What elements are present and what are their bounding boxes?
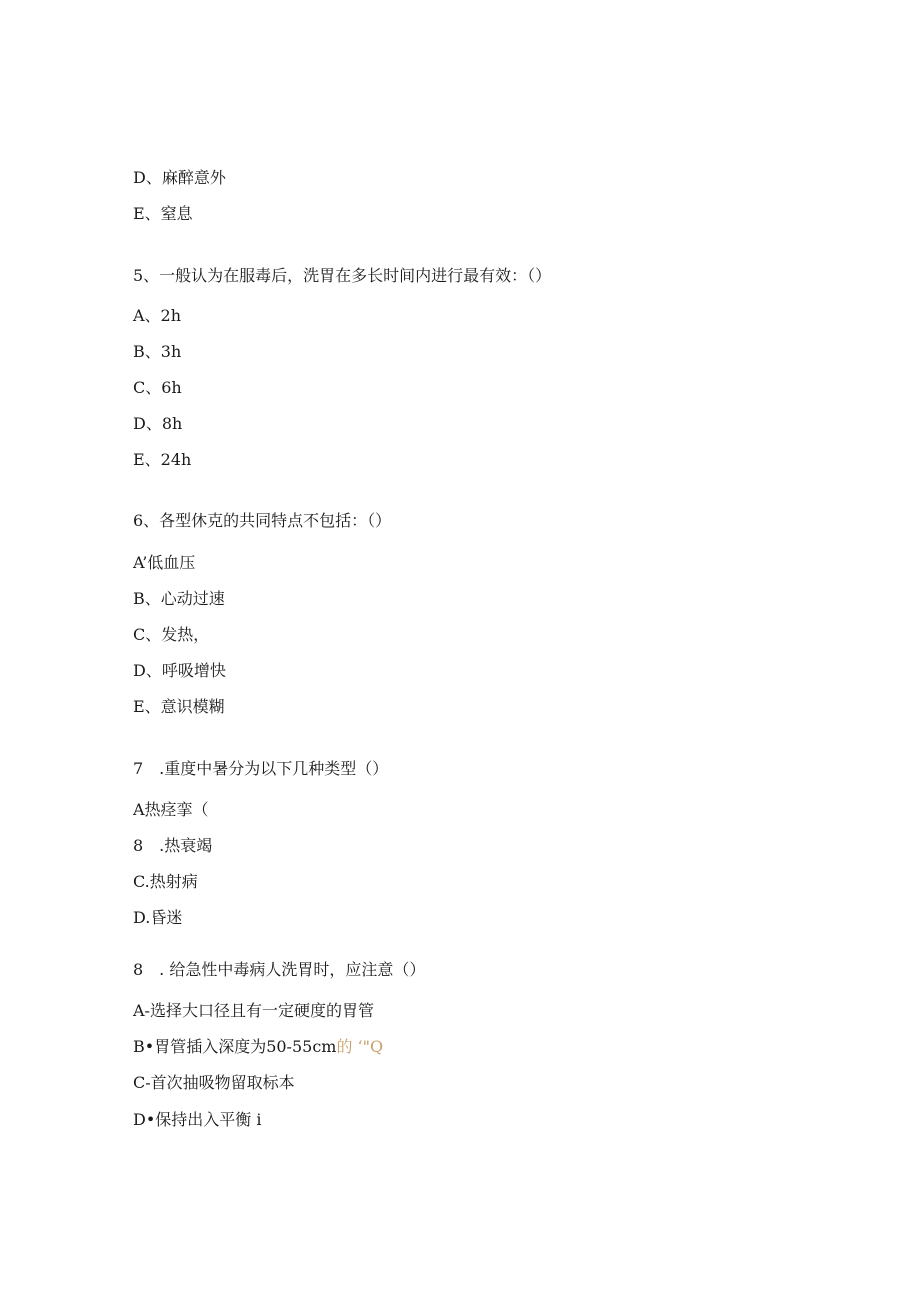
option-d-q8: D•保持出入平衡 i <box>133 1110 262 1129</box>
option-d-q4: D、麻醉意外 <box>133 168 226 187</box>
faint-suffix: 的 ‘"Q <box>336 1037 384 1056</box>
option-a-q5: A、2h <box>133 306 182 325</box>
option-e-q6: E、意识模糊 <box>133 697 225 716</box>
option-d-q5: D、8h <box>133 414 183 433</box>
option-b-q7: 8 .热衰竭 <box>133 836 213 855</box>
option-b-q5: B、3h <box>133 342 182 361</box>
question-6: 6、各型休克的共同特点不包括：（） <box>133 511 392 530</box>
option-e-q4: E、窒息 <box>133 204 193 223</box>
option-a-q8: A-选择大口径且有一定硬度的胃管 <box>133 1001 374 1020</box>
option-e-q5: E、24h <box>133 450 192 469</box>
question-5: 5、一般认为在服毒后，洗胃在多长时间内进行最有效：（） <box>133 266 552 285</box>
option-c-q6: C、发热， <box>133 625 210 644</box>
question-7: 7 .重度中暑分为以下几种类型（） <box>133 759 389 778</box>
option-d-q7: D.昏迷 <box>133 908 183 927</box>
option-c-q8: C-首次抽吸物留取标本 <box>133 1073 295 1092</box>
option-b-q6: B、心动过速 <box>133 589 225 608</box>
option-c-q5: C、6h <box>133 378 182 397</box>
option-b-q8 <box>133 1037 383 1057</box>
option-d-q6: D、呼吸增快 <box>133 661 226 680</box>
option-c-q7: C.热射病 <box>133 872 198 891</box>
option-a-q7: A热痉挛（ <box>133 800 209 819</box>
question-8: 8 . 给急性中毒病人洗胃时，应注意（） <box>133 960 426 979</box>
option-a-q6: A’低血压 <box>133 553 196 572</box>
option-b-q8-text: B•胃管插入深度为50-55cm <box>133 1037 337 1056</box>
